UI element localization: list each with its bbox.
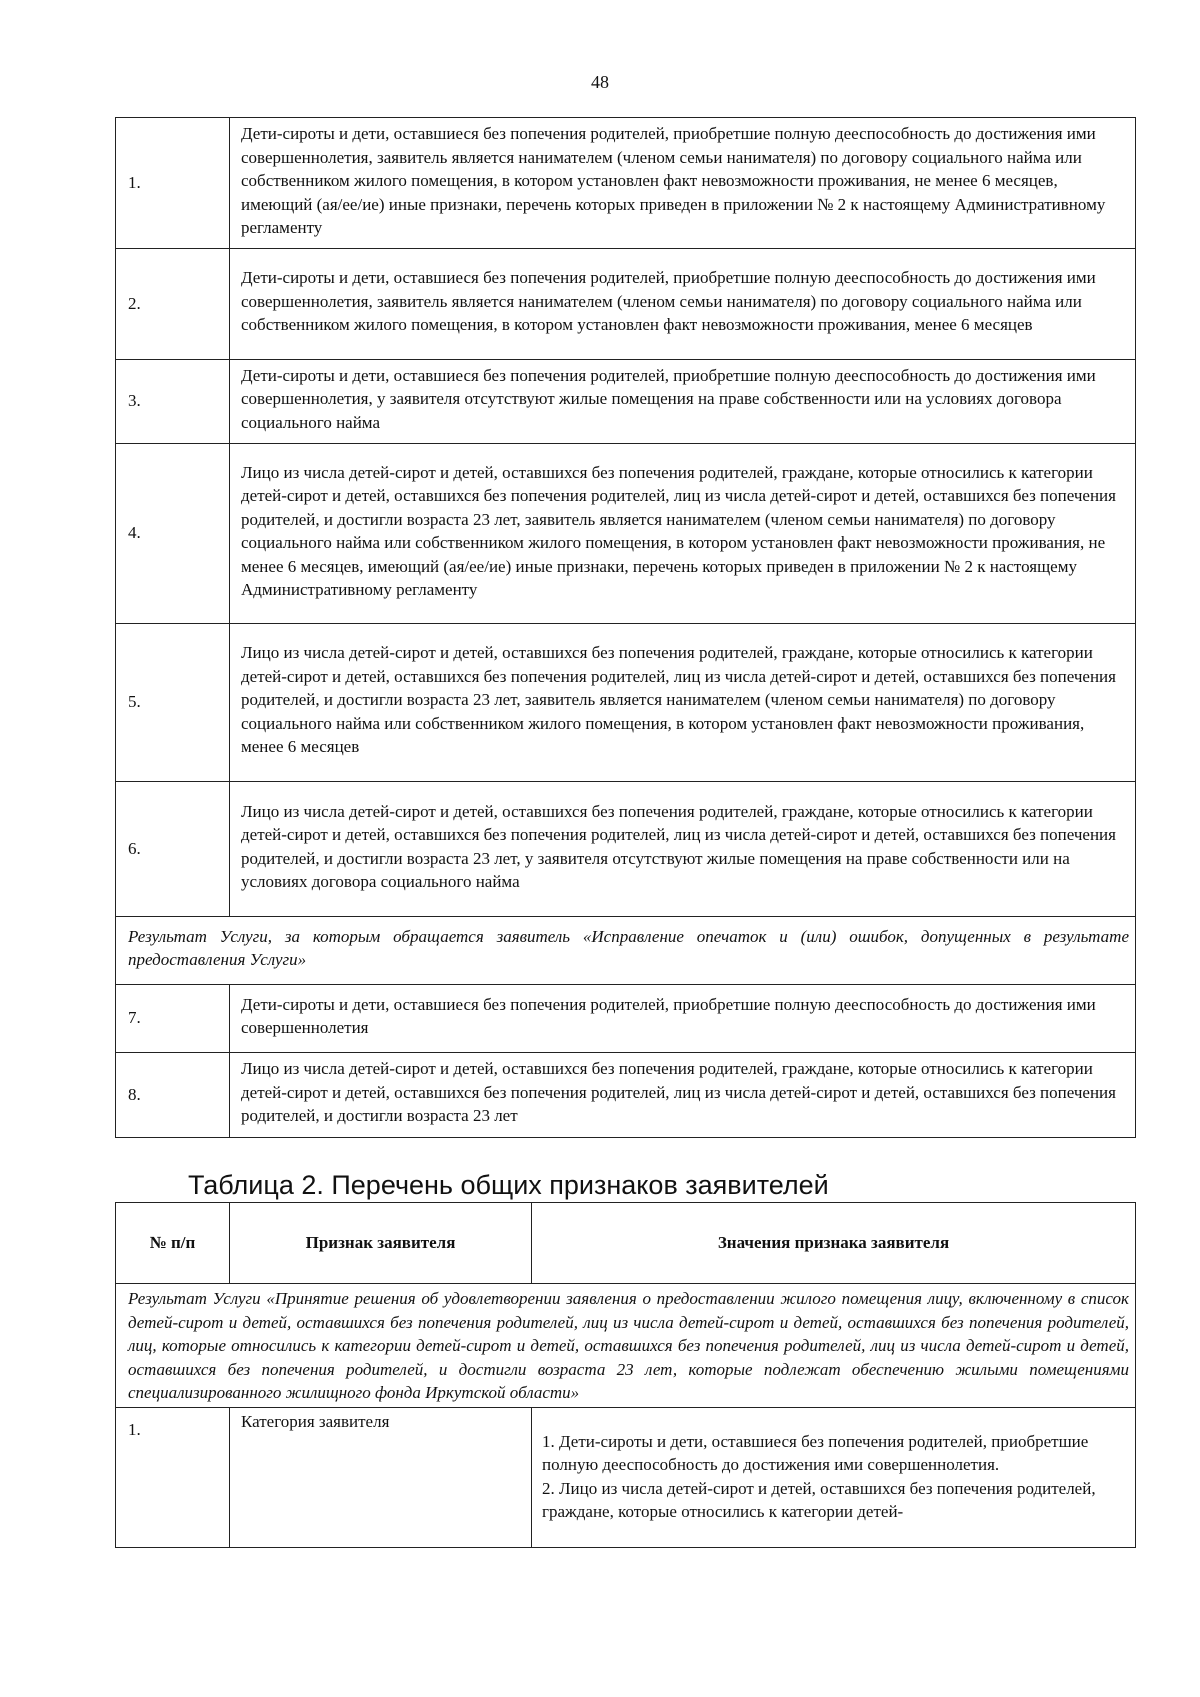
row-number: 4. xyxy=(116,443,230,623)
table-row xyxy=(116,443,1136,623)
row-number: 5. xyxy=(116,623,230,781)
header-sign: Признак заявителя xyxy=(230,1203,532,1284)
row-number: 1. xyxy=(116,118,230,249)
header-values: Значения признака заявителя xyxy=(532,1203,1136,1284)
row-description: Лицо из числа детей-сирот и детей, оставшихся без попечения родителей, граждане, которые относились к категории детей-сирот и детей, оставшихся без попечения родителей, лиц из числа детей-сирот и детей, оставшихся без попечения родителей, и достигли возраста 23 лет, заявитель является нанимателем (членом семьи нанимателя) по договору социального найма или собственником жилого помещения, в котором установлен факт невозможности проживания, менее 6 месяцев xyxy=(230,623,1136,781)
table-row xyxy=(116,1052,1136,1137)
row-number: 8. xyxy=(116,1052,230,1137)
table-row xyxy=(116,781,1136,916)
applicant-signs-table xyxy=(115,1202,1136,1548)
row-values xyxy=(532,1407,1136,1547)
table-row xyxy=(116,248,1136,359)
table-row xyxy=(116,984,1136,1052)
value-item: 1. Дети-сироты и дети, оставшиеся без попечения родителей, приобретшие полную дееспособность до достижения ими совершеннолетия. xyxy=(542,1431,1089,1474)
section-row xyxy=(116,1284,1136,1408)
row-number: 2. xyxy=(116,248,230,359)
row-number: 3. xyxy=(116,359,230,443)
row-description: Лицо из числа детей-сирот и детей, оставшихся без попечения родителей, граждане, которые относились к категории детей-сирот и детей, оставшихся без попечения родителей, лиц из числа детей-сирот и детей, оставшихся без попечения родителей, и достигли возраста 23 лет, заявитель является нанимателем (членом семьи нанимателя) по договору социального найма или собственником жилого помещения, в котором установлен факт невозможности проживания, не менее 6 месяцев, имеющий (ая/ее/ие) иные признаки, перечень которых приведен в приложении № 2 к настоящему Административному регламенту xyxy=(230,443,1136,623)
row-description: Дети-сироты и дети, оставшиеся без попечения родителей, приобретшие полную дееспособность до достижения ими совершеннолетия, заявитель является нанимателем (членом семьи нанимателя) по договору социального найма или собственником жилого помещения, в котором установлен факт невозможности проживания, не менее 6 месяцев, имеющий (ая/ее/ие) иные признаки, перечень которых приведен в приложении № 2 к настоящему Административному регламенту xyxy=(230,118,1136,249)
table-header-row xyxy=(116,1203,1136,1284)
row-description: Лицо из числа детей-сирот и детей, оставшихся без попечения родителей, граждане, которые относились к категории детей-сирот и детей, оставшихся без попечения родителей, лиц из числа детей-сирот и детей, оставшихся без попечения родителей, и достигли возраста 23 лет xyxy=(230,1052,1136,1137)
value-item: 2. Лицо из числа детей-сирот и детей, оставшихся без попечения родителей, граждане, которые относились к категории детей- xyxy=(542,1478,1096,1521)
table-row xyxy=(116,118,1136,249)
row-description: Дети-сироты и дети, оставшиеся без попечения родителей, приобретшие полную дееспособность до достижения ими совершеннолетия, заявитель является нанимателем (членом семьи нанимателя) по договору социального найма или собственником жилого помещения, в котором установлен факт невозможности проживания, менее 6 месяцев xyxy=(230,248,1136,359)
row-description: Дети-сироты и дети, оставшиеся без попечения родителей, приобретшие полную дееспособность до достижения ими совершеннолетия xyxy=(230,984,1136,1052)
row-description: Лицо из числа детей-сирот и детей, оставшихся без попечения родителей, граждане, которые относились к категории детей-сирот и детей, оставшихся без попечения родителей, лиц из числа детей-сирот и детей, оставшихся без попечения родителей, и достигли возраста 23 лет, у заявителя отсутствуют жилые помещения на праве собственности или на условиях договора социального найма xyxy=(230,781,1136,916)
section-heading: Результат Услуги «Принятие решения об удовлетворении заявления о предоставлении жилого помещения лицу, включенному в список детей-сирот и детей, оставшихся без попечения родителей, лиц из числа детей-сирот и детей, оставшихся без попечения родителей, лиц, которые относились к категории детей-сирот и детей, оставшихся без попечения родителей, лиц из числа детей-сирот и детей, оставшихся без попечения родителей, и достигли возраста 23 лет, которые подлежат обеспечению жилыми помещениями специализированного жилищного фонда Иркутской области» xyxy=(116,1284,1136,1408)
row-sign: Категория заявителя xyxy=(230,1407,532,1547)
applicant-variants-table xyxy=(115,117,1136,1138)
table-row xyxy=(116,623,1136,781)
row-description: Дети-сироты и дети, оставшиеся без попечения родителей, приобретшие полную дееспособность до достижения ими совершеннолетия, у заявителя отсутствуют жилые помещения на праве собственности или на условиях договора социального найма xyxy=(230,359,1136,443)
row-number: 7. xyxy=(116,984,230,1052)
row-number: 1. xyxy=(116,1407,230,1547)
section-heading: Результат Услуги, за которым обращается заявитель «Исправление опечаток и (или) ошибок, допущенных в результате предоставления Услуги» xyxy=(116,916,1136,984)
page-number: 48 xyxy=(591,72,609,92)
table-2-caption: Таблица 2. Перечень общих признаков заявителей xyxy=(188,1170,829,1200)
table-row xyxy=(116,1407,1136,1547)
header-number: № п/п xyxy=(116,1203,230,1284)
section-row xyxy=(116,916,1136,984)
row-number: 6. xyxy=(116,781,230,916)
table-row xyxy=(116,359,1136,443)
